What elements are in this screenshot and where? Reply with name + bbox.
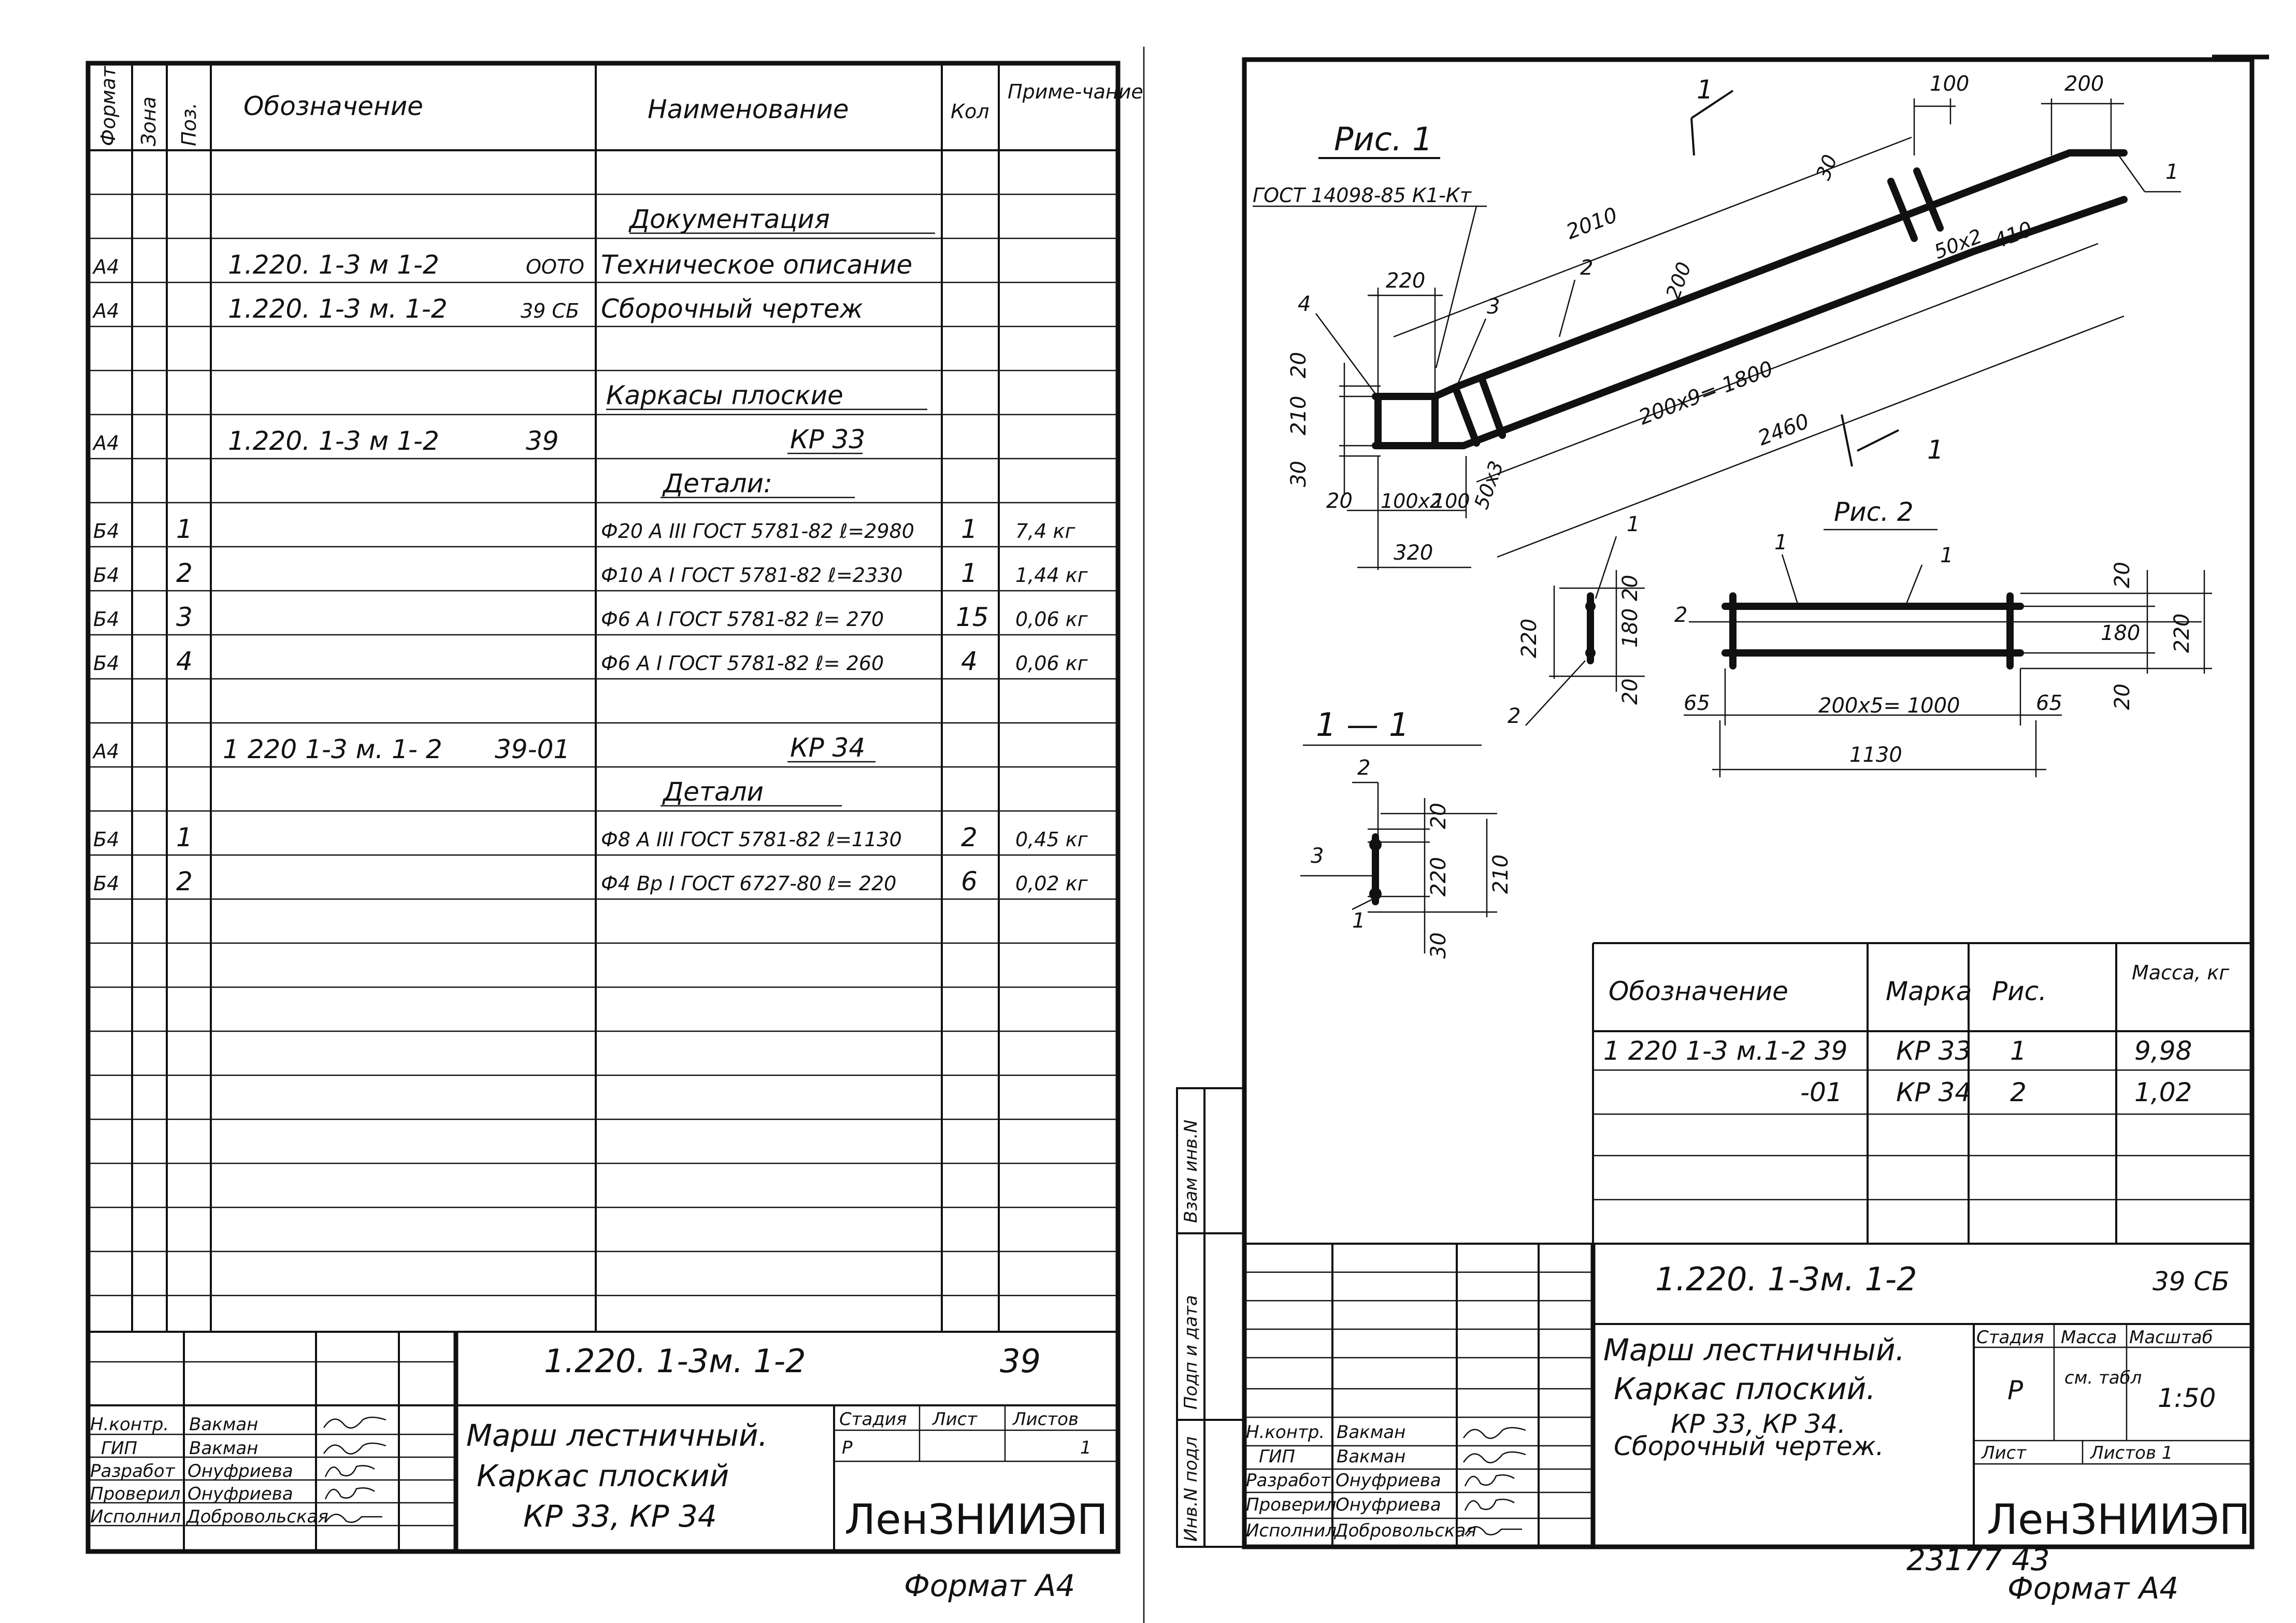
header-pos: Поз. bbox=[178, 102, 200, 146]
svg-text:2: 2 bbox=[1674, 603, 1688, 627]
svg-text:1,02: 1,02 bbox=[2134, 1077, 2192, 1107]
right-stamp-title-1: Марш лестничный. bbox=[1603, 1332, 1905, 1368]
svg-text:1: 1 bbox=[1352, 909, 1366, 933]
table-row bbox=[1603, 1036, 2192, 1066]
svg-text:220: 220 bbox=[1517, 618, 1541, 658]
svg-text:2010: 2010 bbox=[1563, 203, 1621, 245]
right-stamp-code: 1.220. 1-3м. 1-2 bbox=[1655, 1260, 1917, 1298]
right-format-label: Формат А4 bbox=[2007, 1571, 2179, 1606]
header-designation: Обозначение bbox=[243, 91, 423, 121]
spec-row bbox=[92, 426, 559, 456]
svg-text:Масса: Масса bbox=[2061, 1327, 2117, 1348]
svg-text:2: 2 bbox=[1357, 756, 1371, 780]
left-stamp-title-3: КР 33, КР 34 bbox=[523, 1499, 717, 1534]
spec-row bbox=[93, 558, 1088, 588]
right-stamp-org: ЛенЗНИИЭП bbox=[1987, 1496, 2250, 1544]
svg-text:20: 20 bbox=[1618, 678, 1642, 705]
svg-text:7,4 кг: 7,4 кг bbox=[1015, 520, 1075, 543]
left-sheet bbox=[88, 63, 1143, 1603]
svg-text:200: 200 bbox=[2064, 72, 2104, 96]
spec-row bbox=[93, 822, 1088, 852]
right-stamp-scale: 1:50 bbox=[2158, 1383, 2216, 1413]
svg-text:-01: -01 bbox=[1800, 1077, 1843, 1107]
svg-text:ГИП: ГИП bbox=[1259, 1446, 1295, 1467]
right-stamp-title-4: Сборочный чертеж. bbox=[1614, 1431, 1884, 1461]
right-stamp-mass: см. табл bbox=[2064, 1368, 2142, 1388]
svg-text:1: 1 bbox=[1940, 544, 1954, 567]
svg-text:65: 65 bbox=[2036, 691, 2062, 715]
svg-text:100: 100 bbox=[1930, 72, 1970, 96]
figure-1 bbox=[1253, 72, 2181, 570]
svg-text:210: 210 bbox=[1489, 854, 1513, 894]
svg-text:ГИП: ГИП bbox=[101, 1438, 137, 1459]
svg-text:Проверил: Проверил bbox=[90, 1484, 181, 1504]
svg-text:1: 1 bbox=[1697, 75, 1713, 105]
svg-text:А4: А4 bbox=[93, 300, 120, 322]
left-stamp-org: ЛенЗНИИЭП bbox=[844, 1496, 1108, 1544]
svg-text:Вакман: Вакман bbox=[189, 1414, 259, 1435]
svg-text:4: 4 bbox=[961, 646, 978, 676]
svg-text:20: 20 bbox=[1618, 575, 1642, 601]
left-stamp-title-1: Марш лестничный. bbox=[466, 1418, 768, 1453]
svg-text:Добровольская: Добровольская bbox=[1334, 1520, 1476, 1541]
svg-text:КР 34: КР 34 bbox=[1896, 1077, 1972, 1107]
svg-text:Ф10 А I ГОСТ 5781-82 ℓ=2330: Ф10 А I ГОСТ 5781-82 ℓ=2330 bbox=[601, 564, 903, 587]
header-qty: Кол bbox=[951, 100, 989, 123]
section-kr33: КР 33 bbox=[790, 424, 866, 454]
svg-text:1 220 1-3 м. 1- 2: 1 220 1-3 м. 1- 2 bbox=[223, 734, 442, 764]
svg-text:1.220. 1-3 м. 1-2: 1.220. 1-3 м. 1-2 bbox=[228, 294, 448, 324]
svg-text:Б4: Б4 bbox=[93, 520, 120, 543]
svg-text:А4: А4 bbox=[93, 255, 120, 278]
table-row bbox=[1800, 1077, 2192, 1107]
svg-text:39: 39 bbox=[526, 426, 559, 456]
svg-text:30: 30 bbox=[1287, 461, 1311, 487]
svg-text:Б4: Б4 bbox=[93, 652, 120, 675]
side-strip bbox=[1177, 1088, 1244, 1547]
right-stamp-title-2: Каркас плоский. bbox=[1614, 1371, 1876, 1406]
figure-2 bbox=[1674, 497, 2212, 777]
mass-table-header: Марка bbox=[1886, 976, 1972, 1006]
svg-text:100x2: 100x2 bbox=[1381, 490, 1443, 512]
left-stamp-code: 1.220. 1-3м. 1-2 bbox=[544, 1342, 806, 1380]
svg-text:Вакман: Вакман bbox=[1337, 1422, 1406, 1443]
svg-text:39 СБ: 39 СБ bbox=[521, 300, 580, 322]
svg-text:180: 180 bbox=[2101, 621, 2141, 645]
svg-text:3: 3 bbox=[1311, 844, 1324, 868]
svg-text:1.220. 1-3 м 1-2: 1.220. 1-3 м 1-2 bbox=[228, 250, 439, 280]
svg-text:2: 2 bbox=[176, 866, 193, 896]
left-sheet-frame bbox=[88, 63, 1118, 1551]
left-stamp-stage-header: Стадия bbox=[839, 1409, 907, 1430]
spec-row bbox=[92, 250, 912, 280]
spec-row bbox=[93, 602, 1088, 632]
svg-text:2: 2 bbox=[1580, 256, 1594, 280]
svg-text:6: 6 bbox=[961, 866, 978, 896]
svg-text:Онуфриева: Онуфриева bbox=[188, 1461, 293, 1482]
left-format-label: Формат А4 bbox=[904, 1568, 1075, 1603]
left-stamp-sheets: 1 bbox=[1080, 1437, 1092, 1458]
svg-text:Ф20 А III ГОСТ 5781-82 ℓ=298: Ф20 А III ГОСТ 5781-82 ℓ=2980 bbox=[601, 520, 914, 543]
header-note: Приме-чание bbox=[1008, 80, 1143, 103]
svg-text:0,02 кг: 0,02 кг bbox=[1015, 872, 1088, 895]
right-stamp-stage: Р bbox=[2007, 1375, 2024, 1405]
svg-text:220: 220 bbox=[1427, 857, 1451, 896]
svg-text:Техническое описание: Техническое описание bbox=[601, 250, 913, 280]
svg-text:Б4: Б4 bbox=[93, 828, 120, 851]
left-stamp-sheet-code: 39 bbox=[1000, 1342, 1041, 1380]
svg-text:2: 2 bbox=[961, 822, 978, 852]
svg-text:220: 220 bbox=[1386, 269, 1426, 293]
svg-text:Исполнил: Исполнил bbox=[90, 1506, 181, 1527]
svg-text:Лист: Лист bbox=[1982, 1443, 2027, 1463]
svg-text:Б4: Б4 bbox=[93, 608, 120, 631]
svg-text:50x2: 50x2 bbox=[1931, 224, 1985, 264]
svg-text:20: 20 bbox=[2111, 684, 2134, 710]
right-title-block bbox=[1244, 1244, 2252, 1547]
svg-text:20: 20 bbox=[1287, 352, 1311, 378]
svg-text:65: 65 bbox=[1684, 691, 1710, 715]
svg-text:1: 1 bbox=[1774, 531, 1788, 554]
svg-text:15: 15 bbox=[956, 602, 989, 632]
svg-text:2: 2 bbox=[2010, 1077, 2027, 1107]
svg-text:2: 2 bbox=[176, 558, 193, 588]
archive-number: 23177 43 bbox=[1906, 1542, 2050, 1577]
svg-text:30: 30 bbox=[1427, 932, 1451, 959]
svg-text:200x9= 1800: 200x9= 1800 bbox=[1635, 357, 1776, 430]
header-zone: Зона bbox=[137, 96, 160, 146]
svg-text:Подп и дата: Подп и дата bbox=[1181, 1295, 1201, 1410]
section-documentation: Документация bbox=[629, 204, 830, 234]
svg-text:Н.контр.: Н.контр. bbox=[90, 1414, 169, 1435]
spec-row bbox=[93, 866, 1088, 896]
svg-text:220: 220 bbox=[2170, 613, 2194, 653]
svg-text:1,44 кг: 1,44 кг bbox=[1015, 564, 1088, 587]
svg-text:1: 1 bbox=[961, 558, 978, 588]
svg-text:2: 2 bbox=[1508, 704, 1521, 728]
spec-row bbox=[92, 294, 863, 324]
svg-text:Инв.N подл: Инв.N подл bbox=[1181, 1436, 1201, 1542]
svg-text:200: 200 bbox=[1661, 259, 1696, 303]
left-stamp-stage: Р bbox=[842, 1437, 853, 1458]
svg-text:210: 210 bbox=[1287, 395, 1311, 435]
svg-text:Ф6 А I ГОСТ 5781-82 ℓ= 260: Ф6 А I ГОСТ 5781-82 ℓ= 260 bbox=[601, 652, 884, 675]
svg-text:30: 30 bbox=[1812, 151, 1842, 183]
mass-table-header: Масса, кг bbox=[2132, 961, 2230, 984]
svg-text:Исполнил: Исполнил bbox=[1246, 1520, 1337, 1541]
svg-text:1: 1 bbox=[176, 822, 193, 852]
svg-text:1: 1 bbox=[961, 514, 978, 544]
svg-text:Ф8 А III ГОСТ 5781-82 ℓ=1130: Ф8 А III ГОСТ 5781-82 ℓ=1130 bbox=[601, 828, 902, 851]
figure-1-gost: ГОСТ 14098-85 К1-Кт bbox=[1253, 184, 1471, 207]
svg-text:Стадия: Стадия bbox=[1976, 1327, 2044, 1348]
svg-text:Ф4 Вр I ГОСТ 6727-80 ℓ= 220: Ф4 Вр I ГОСТ 6727-80 ℓ= 220 bbox=[601, 872, 897, 895]
spec-row bbox=[92, 734, 570, 764]
svg-text:Онуфриева: Онуфриева bbox=[188, 1484, 293, 1504]
svg-text:20: 20 bbox=[1326, 489, 1353, 513]
svg-text:Онуфриева: Онуфриева bbox=[1336, 1494, 1441, 1515]
svg-text:1130: 1130 bbox=[1849, 743, 1902, 767]
svg-text:Разработ: Разработ bbox=[1246, 1470, 1331, 1491]
svg-text:39-01: 39-01 bbox=[495, 734, 570, 764]
svg-text:200x5= 1000: 200x5= 1000 bbox=[1818, 694, 1960, 718]
spec-row bbox=[93, 646, 1088, 676]
svg-text:1: 1 bbox=[1627, 512, 1640, 536]
svg-text:1: 1 bbox=[2010, 1036, 2027, 1066]
section-kr34: КР 34 bbox=[790, 733, 866, 763]
svg-text:Вакман: Вакман bbox=[1337, 1446, 1406, 1467]
svg-text:180: 180 bbox=[1618, 608, 1642, 648]
section-details-1: Детали: bbox=[663, 468, 772, 499]
svg-text:А4: А4 bbox=[93, 432, 120, 454]
svg-text:КР 33: КР 33 bbox=[1896, 1036, 1972, 1066]
left-stamp-sheet-header: Лист bbox=[932, 1409, 978, 1430]
section-title: 1 — 1 bbox=[1316, 706, 1410, 744]
svg-text:2460: 2460 bbox=[1755, 409, 1813, 451]
svg-text:3: 3 bbox=[176, 602, 193, 632]
svg-text:Онуфриева: Онуфриева bbox=[1336, 1470, 1441, 1491]
header-format: Формат bbox=[97, 66, 120, 146]
svg-text:Масштаб: Масштаб bbox=[2129, 1327, 2213, 1348]
svg-text:Взам инв.N: Взам инв.N bbox=[1181, 1119, 1201, 1223]
left-stamp-title-2: Каркас плоский bbox=[477, 1458, 729, 1493]
svg-text:1 220 1-3 м.1-2 39: 1 220 1-3 м.1-2 39 bbox=[1603, 1036, 1848, 1066]
svg-text:4: 4 bbox=[1298, 292, 1311, 316]
svg-text:1: 1 bbox=[2165, 160, 2179, 184]
svg-text:Н.контр.: Н.контр. bbox=[1246, 1422, 1325, 1443]
section-details-2: Детали bbox=[663, 777, 764, 807]
mass-table-header: Рис. bbox=[1992, 976, 2047, 1006]
svg-text:Проверил: Проверил bbox=[1246, 1494, 1337, 1515]
svg-text:Сборочный чертеж: Сборочный чертеж bbox=[601, 294, 863, 324]
svg-text:Ф6 А I ГОСТ 5781-82 ℓ= 270: Ф6 А I ГОСТ 5781-82 ℓ= 270 bbox=[601, 608, 884, 631]
right-stamp-sheet-code: 39 СБ bbox=[2152, 1266, 2230, 1297]
svg-text:Б4: Б4 bbox=[93, 872, 120, 895]
svg-text:20: 20 bbox=[2111, 562, 2134, 588]
svg-text:1: 1 bbox=[176, 514, 193, 544]
section-1-1 bbox=[1300, 706, 1513, 959]
right-stamp-title-3: КР 33, КР 34. bbox=[1671, 1409, 1846, 1439]
svg-text:0,06 кг: 0,06 кг bbox=[1015, 608, 1088, 631]
svg-text:Б4: Б4 bbox=[93, 564, 120, 587]
svg-text:ООТО: ООТО bbox=[526, 255, 584, 278]
svg-text:Листов 1: Листов 1 bbox=[2090, 1443, 2173, 1463]
svg-text:3: 3 bbox=[1487, 295, 1500, 319]
section-frames: Каркасы плоские bbox=[606, 380, 843, 410]
figure-2-title: Рис. 2 bbox=[1834, 497, 1914, 527]
svg-text:Вакман: Вакман bbox=[189, 1438, 259, 1459]
svg-text:0,06 кг: 0,06 кг bbox=[1015, 652, 1088, 675]
svg-text:20: 20 bbox=[1427, 803, 1451, 829]
svg-text:1.220. 1-3 м 1-2: 1.220. 1-3 м 1-2 bbox=[228, 426, 439, 456]
signature-marks bbox=[324, 1417, 386, 1522]
svg-text:100: 100 bbox=[1432, 490, 1470, 512]
left-title-block bbox=[88, 1332, 1118, 1551]
svg-text:410: 410 bbox=[1990, 217, 2036, 254]
left-stamp-sheets-header: Листов bbox=[1013, 1409, 1079, 1430]
right-sheet bbox=[1177, 57, 2269, 1606]
header-name: Наименование bbox=[648, 94, 849, 124]
svg-text:А4: А4 bbox=[93, 740, 120, 763]
svg-text:50x3: 50x3 bbox=[1470, 458, 1508, 512]
svg-text:0,45 кг: 0,45 кг bbox=[1015, 828, 1088, 851]
mass-table-header: Обозначение bbox=[1609, 976, 1788, 1006]
svg-text:Разработ: Разработ bbox=[90, 1461, 175, 1482]
svg-text:4: 4 bbox=[176, 646, 193, 676]
svg-text:1: 1 bbox=[1927, 435, 1944, 465]
svg-text:9,98: 9,98 bbox=[2134, 1036, 2192, 1066]
svg-text:Добровольская: Добровольская bbox=[186, 1506, 328, 1527]
figure-1-title: Рис. 1 bbox=[1334, 120, 1433, 158]
svg-text:320: 320 bbox=[1394, 541, 1433, 565]
spec-row bbox=[93, 514, 1075, 544]
